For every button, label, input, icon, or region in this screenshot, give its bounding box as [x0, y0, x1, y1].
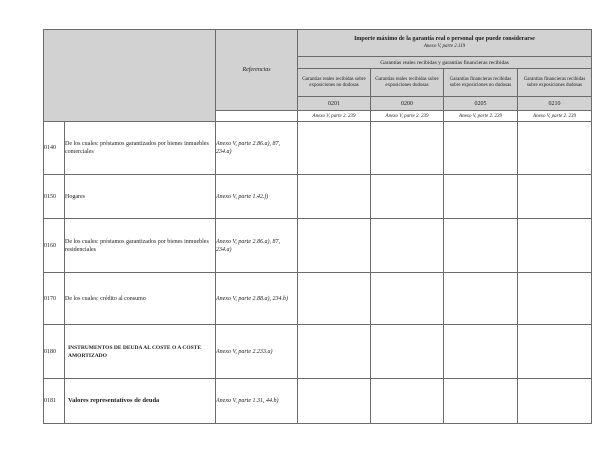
data-cell[interactable] [371, 325, 444, 379]
data-cell[interactable] [518, 175, 592, 219]
row-label: INSTRUMENTOS DE DEUDA AL COSTE O A COSTE AMORTIZADO [65, 325, 216, 379]
data-cell[interactable] [298, 175, 371, 219]
header-top-title [298, 30, 592, 57]
row-reference: Anexo V, parte 1.31, 44.b) [216, 379, 298, 424]
row-code: 0170 [44, 273, 65, 325]
data-cell[interactable] [371, 122, 444, 175]
column-header: Garantías reales recibidas sobre exposiciones no dudosas [298, 69, 371, 97]
table-row [44, 122, 592, 175]
row-label: Valores representativos de deuda [65, 379, 216, 424]
data-cell[interactable] [371, 273, 444, 325]
row-code: 0150 [44, 175, 65, 219]
data-cell[interactable] [518, 379, 592, 424]
column-legal-ref: Anexo V, parte 2. 239 [518, 111, 592, 122]
data-cell[interactable] [371, 175, 444, 219]
table-row [44, 219, 592, 273]
data-cell[interactable] [298, 273, 371, 325]
data-cell[interactable] [518, 122, 592, 175]
table-row [44, 175, 592, 219]
column-legal-ref: Anexo V, parte 2. 239 [371, 111, 444, 122]
row-reference: Anexo V, parte 2.86.a), 87, 234.a) [216, 219, 298, 273]
table-row [44, 325, 592, 379]
legal-ref-blank [216, 111, 298, 122]
header-referencias: Referencias [216, 30, 298, 111]
row-reference: Anexo V, parte 2.88.a), 234.b) [216, 273, 298, 325]
column-legal-ref: Anexo V, parte 2. 239 [444, 111, 518, 122]
row-code: 0160 [44, 219, 65, 273]
header-subgroup: Garantías reales recibidas y garantías financieras recibidas [298, 57, 592, 69]
data-cell[interactable] [298, 379, 371, 424]
column-header: Garantías financieras recibidas sobre exposiciones no dudosas [444, 69, 518, 97]
column-header: Garantías financieras recibidas sobre exposiciones dudosas [518, 69, 592, 97]
data-cell[interactable] [371, 379, 444, 424]
row-reference: Anexo V, parte 1.42.f) [216, 175, 298, 219]
column-code: 0210 [518, 97, 592, 111]
row-label: De los cuales: préstamos garantizados por bienes inmuebles residenciales [65, 219, 216, 273]
table-row [44, 379, 592, 424]
row-code: 0181 [44, 379, 65, 424]
column-code: 0200 [371, 97, 444, 111]
data-cell[interactable] [444, 175, 518, 219]
row-code: 0140 [44, 122, 65, 175]
column-code: 0201 [298, 97, 371, 111]
data-cell[interactable] [444, 325, 518, 379]
data-cell[interactable] [518, 219, 592, 273]
data-cell[interactable] [444, 379, 518, 424]
row-label: De los cuales: crédito al consumo [65, 273, 216, 325]
data-cell[interactable] [518, 273, 592, 325]
data-cell[interactable] [444, 273, 518, 325]
data-cell[interactable] [444, 122, 518, 175]
header-title-ref: Anexo V, parte 2.119 [423, 44, 466, 49]
table-row [44, 273, 592, 325]
column-header: Garantías reales recibidas sobre exposiciones dudosas [371, 69, 444, 97]
column-code: 0205 [444, 97, 518, 111]
data-cell[interactable] [298, 122, 371, 175]
column-legal-ref: Anexo V, parte 2. 239 [298, 111, 371, 122]
row-reference: Anexo V, parte 2.86.a), 87, 234.a) [216, 122, 298, 175]
data-cell[interactable] [298, 219, 371, 273]
data-cell[interactable] [444, 219, 518, 273]
row-label: Hogares [65, 175, 216, 219]
header-corner [44, 30, 216, 122]
row-label: De los cuales: préstamos garantizados por bienes inmuebles comerciales [65, 122, 216, 175]
data-cell[interactable] [371, 219, 444, 273]
row-code: 0180 [44, 325, 65, 379]
row-reference: Anexo V, parte 2.233.a) [216, 325, 298, 379]
data-cell[interactable] [298, 325, 371, 379]
header-title-text: Importe máximo de la garantía real o personal que puede considerarse [354, 36, 535, 42]
financial-report-table [43, 29, 592, 424]
data-cell[interactable] [518, 325, 592, 379]
